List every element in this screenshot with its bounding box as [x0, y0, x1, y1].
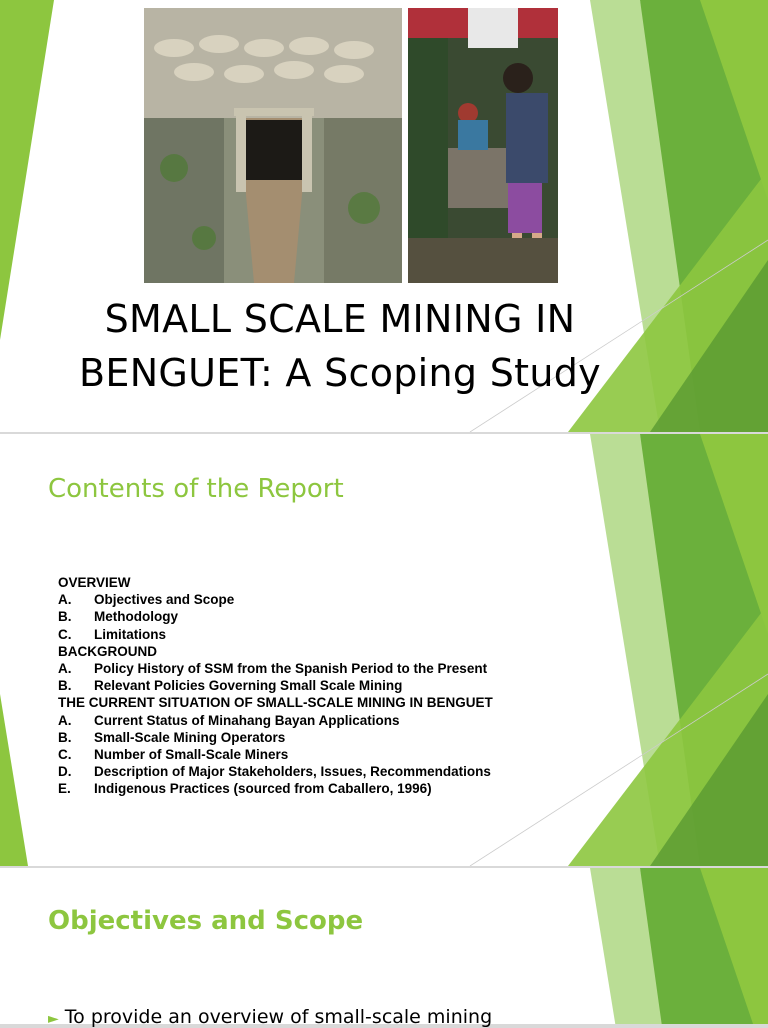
toc-item: BACKGROUND	[58, 643, 157, 659]
toc-item: C. Limitations	[58, 626, 167, 642]
green-decoration	[0, 868, 768, 1024]
toc-item: B. Relevant Policies Governing Small Scale Mining	[58, 678, 403, 694]
objectives-heading: Objectives and Scope	[48, 906, 364, 936]
objectives-slide	[0, 868, 768, 1024]
title-line-2: BENGUET: A Scoping Study	[79, 351, 601, 395]
toc-item: B. Small-Scale Mining Operators	[58, 729, 286, 745]
bullet-item: ► To provide an overview of small-scale mining	[48, 1006, 493, 1028]
toc-item: A. Current Status of Minahang Bayan Applications	[58, 712, 400, 728]
arrow-bullet-icon: ►	[48, 1011, 59, 1027]
toc-item: B. Methodology	[58, 609, 178, 625]
toc-item: A. Objectives and Scope	[58, 592, 235, 608]
contents-heading: Contents of the Report	[48, 474, 344, 504]
presentation-title	[40, 292, 640, 400]
toc-item: A. Policy History of SSM from the Spanish Period to the Present	[58, 661, 488, 677]
miners-photo	[408, 8, 558, 283]
toc-item: THE CURRENT SITUATION OF SMALL-SCALE MINING IN BENGUET	[58, 695, 493, 711]
toc-item: E. Indigenous Practices (sourced from Caballero, 1996)	[58, 781, 432, 797]
mine-tunnel-photo	[144, 8, 402, 283]
toc-item: D. Description of Major Stakeholders, Issues, Recommendations	[58, 764, 491, 780]
table-of-contents	[58, 574, 493, 798]
title-line-1: SMALL SCALE MINING IN	[104, 297, 576, 341]
title-slide	[0, 0, 768, 432]
toc-item: OVERVIEW	[58, 575, 131, 590]
toc-item: C. Number of Small-Scale Miners	[58, 747, 289, 763]
